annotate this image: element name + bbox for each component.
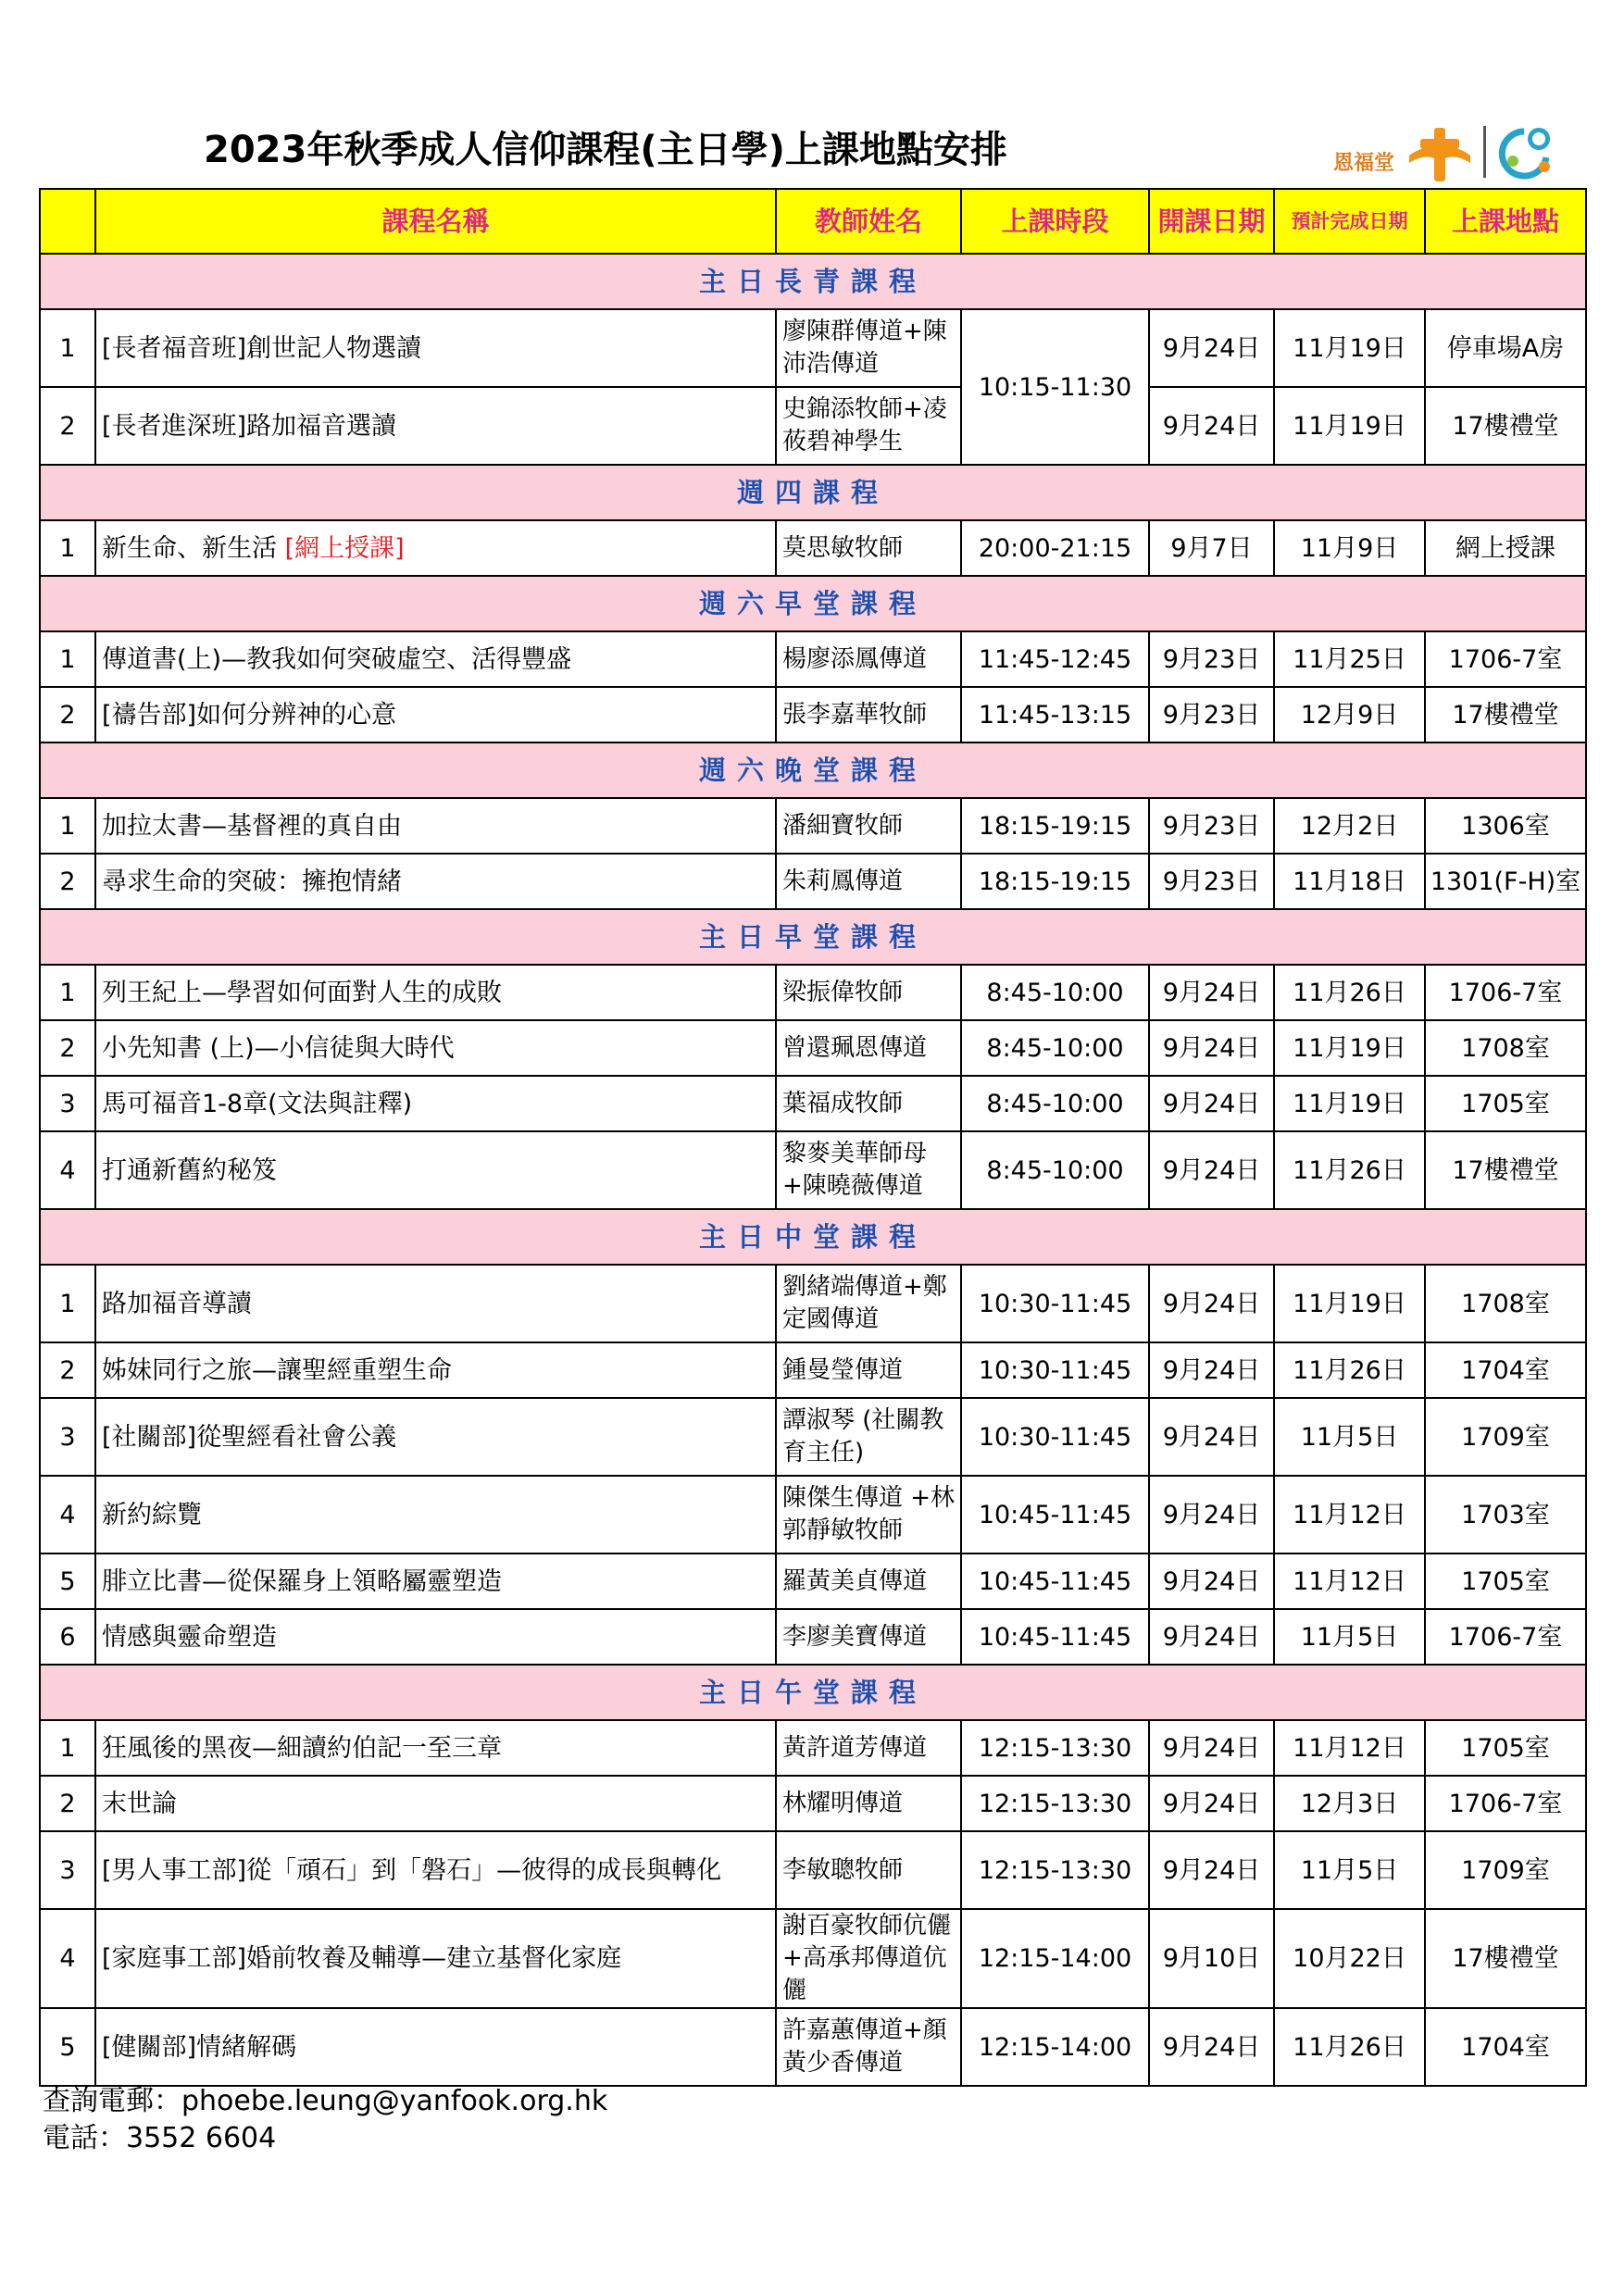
table-row bbox=[40, 1076, 1586, 1131]
course-start: 9月24日 bbox=[1149, 387, 1274, 465]
course-venue: 停車場A房 bbox=[1425, 309, 1586, 387]
course-name: [長者福音班]創世記人物選讀 bbox=[95, 309, 776, 387]
table-row bbox=[40, 1909, 1586, 2008]
section-row bbox=[40, 465, 1586, 520]
table-header-row bbox=[40, 189, 1586, 254]
header-course-name: 課程名稱 bbox=[95, 189, 776, 254]
header-end-date: 預計完成日期 bbox=[1274, 189, 1425, 254]
course-start: 9月24日 bbox=[1149, 1020, 1274, 1076]
course-venue: 1706-7室 bbox=[1425, 1609, 1586, 1665]
course-venue: 17樓禮堂 bbox=[1425, 1909, 1586, 2008]
course-name: 列王紀上—學習如何面對人生的成敗 bbox=[95, 965, 776, 1020]
course-venue: 1708室 bbox=[1425, 1265, 1586, 1342]
course-end: 11月26日 bbox=[1274, 2008, 1425, 2086]
course-start: 9月24日 bbox=[1149, 1831, 1274, 1909]
table-row bbox=[40, 2008, 1586, 2086]
course-teacher: 羅黃美貞傳道 bbox=[776, 1554, 961, 1609]
header-time: 上課時段 bbox=[961, 189, 1149, 254]
course-venue: 17樓禮堂 bbox=[1425, 387, 1586, 465]
course-start: 9月24日 bbox=[1149, 1265, 1274, 1342]
course-name: [長者進深班]路加福音選讀 bbox=[95, 387, 776, 465]
course-num: 1 bbox=[40, 1720, 95, 1776]
course-venue: 1706-7室 bbox=[1425, 1776, 1586, 1831]
course-time: 12:15-14:00 bbox=[961, 2008, 1149, 2086]
course-name: 腓立比書—從保羅身上領略屬靈塑造 bbox=[95, 1554, 776, 1609]
course-time: 10:30-11:45 bbox=[961, 1342, 1149, 1398]
course-name bbox=[95, 520, 776, 576]
course-end: 11月9日 bbox=[1274, 520, 1425, 576]
table-row bbox=[40, 1265, 1586, 1342]
section-title: 週六早堂課程 bbox=[40, 576, 1586, 631]
header-venue: 上課地點 bbox=[1425, 189, 1586, 254]
course-teacher: 李敏聰牧師 bbox=[776, 1831, 961, 1909]
course-name: 傳道書(上)—教我如何突破虛空、活得豐盛 bbox=[95, 631, 776, 687]
table-row bbox=[40, 1398, 1586, 1476]
section-row bbox=[40, 1665, 1586, 1720]
course-time: 10:45-11:45 bbox=[961, 1476, 1149, 1554]
table-row bbox=[40, 387, 1586, 465]
table-row bbox=[40, 1831, 1586, 1909]
section-title: 主日中堂課程 bbox=[40, 1209, 1586, 1265]
course-start: 9月10日 bbox=[1149, 1909, 1274, 2008]
course-name: 馬可福音1-8章(文法與註釋) bbox=[95, 1076, 776, 1131]
course-venue: 1705室 bbox=[1425, 1720, 1586, 1776]
cross-logo-icon bbox=[1407, 124, 1472, 183]
course-name: [社關部]從聖經看社會公義 bbox=[95, 1398, 776, 1476]
section-title: 主日長青課程 bbox=[40, 254, 1586, 309]
course-end: 11月5日 bbox=[1274, 1831, 1425, 1909]
table-row bbox=[40, 1776, 1586, 1831]
course-num: 2 bbox=[40, 854, 95, 909]
course-venue: 1708室 bbox=[1425, 1020, 1586, 1076]
course-teacher: 劉緒端傳道+鄭定國傳道 bbox=[776, 1265, 961, 1342]
course-num: 5 bbox=[40, 2008, 95, 2086]
course-time: 18:15-19:15 bbox=[961, 798, 1149, 854]
course-venue: 1709室 bbox=[1425, 1831, 1586, 1909]
table-row bbox=[40, 309, 1586, 387]
course-end: 11月26日 bbox=[1274, 965, 1425, 1020]
course-name: [男人事工部]從「頑石」到「磐石」—彼得的成長與轉化 bbox=[95, 1831, 776, 1909]
course-start: 9月24日 bbox=[1149, 1720, 1274, 1776]
section-title: 主日午堂課程 bbox=[40, 1665, 1586, 1720]
course-num: 6 bbox=[40, 1609, 95, 1665]
course-teacher: 朱莉鳳傳道 bbox=[776, 854, 961, 909]
table-row bbox=[40, 520, 1586, 576]
course-end: 11月18日 bbox=[1274, 854, 1425, 909]
course-num: 2 bbox=[40, 1776, 95, 1831]
course-num: 1 bbox=[40, 798, 95, 854]
course-end: 11月19日 bbox=[1274, 1020, 1425, 1076]
course-start: 9月24日 bbox=[1149, 965, 1274, 1020]
course-num: 1 bbox=[40, 309, 95, 387]
course-start: 9月7日 bbox=[1149, 520, 1274, 576]
header-num bbox=[40, 189, 95, 254]
course-venue: 1706-7室 bbox=[1425, 965, 1586, 1020]
course-num: 2 bbox=[40, 687, 95, 742]
section-row bbox=[40, 254, 1586, 309]
header-teacher: 教師姓名 bbox=[776, 189, 961, 254]
course-num: 2 bbox=[40, 1342, 95, 1398]
course-num: 1 bbox=[40, 631, 95, 687]
course-time: 8:45-10:00 bbox=[961, 1020, 1149, 1076]
course-start: 9月24日 bbox=[1149, 1342, 1274, 1398]
course-start: 9月24日 bbox=[1149, 1554, 1274, 1609]
course-time: 12:15-13:30 bbox=[961, 1831, 1149, 1909]
course-teacher: 梁振偉牧師 bbox=[776, 965, 961, 1020]
course-end: 11月12日 bbox=[1274, 1476, 1425, 1554]
course-end: 11月12日 bbox=[1274, 1720, 1425, 1776]
course-num: 3 bbox=[40, 1076, 95, 1131]
contact-email: 查詢電郵：phoebe.leung@yanfook.org.hk bbox=[43, 2085, 608, 2117]
table-row bbox=[40, 687, 1586, 742]
course-time: 8:45-10:00 bbox=[961, 965, 1149, 1020]
course-num: 1 bbox=[40, 965, 95, 1020]
course-time: 10:30-11:45 bbox=[961, 1265, 1149, 1342]
course-venue: 1705室 bbox=[1425, 1554, 1586, 1609]
course-venue: 1306室 bbox=[1425, 798, 1586, 854]
course-name: 狂風後的黑夜—細讀約伯記一至三章 bbox=[95, 1720, 776, 1776]
course-time: 8:45-10:00 bbox=[961, 1076, 1149, 1131]
course-num: 5 bbox=[40, 1554, 95, 1609]
section-title: 週六晚堂課程 bbox=[40, 742, 1586, 798]
church-logo bbox=[1333, 120, 1565, 185]
course-name: [健關部]情緒解碼 bbox=[95, 2008, 776, 2086]
course-end: 12月9日 bbox=[1274, 687, 1425, 742]
course-name: 新約綜覽 bbox=[95, 1476, 776, 1554]
course-num: 4 bbox=[40, 1476, 95, 1554]
section-row bbox=[40, 742, 1586, 798]
course-teacher: 黃許道芳傳道 bbox=[776, 1720, 961, 1776]
course-teacher: 李廖美寶傳道 bbox=[776, 1609, 961, 1665]
online-tag: [網上授課] bbox=[284, 533, 405, 563]
course-teacher: 曾還珮恩傳道 bbox=[776, 1020, 961, 1076]
course-end: 11月26日 bbox=[1274, 1342, 1425, 1398]
course-end: 11月19日 bbox=[1274, 1076, 1425, 1131]
course-venue: 1706-7室 bbox=[1425, 631, 1586, 687]
course-time: 12:15-13:30 bbox=[961, 1776, 1149, 1831]
course-name: 末世論 bbox=[95, 1776, 776, 1831]
course-time: 12:15-14:00 bbox=[961, 1909, 1149, 2008]
course-end: 11月19日 bbox=[1274, 1265, 1425, 1342]
course-time: 20:00-21:15 bbox=[961, 520, 1149, 576]
course-teacher: 莫思敏牧師 bbox=[776, 520, 961, 576]
table-row bbox=[40, 1476, 1586, 1554]
course-teacher: 張李嘉華牧師 bbox=[776, 687, 961, 742]
course-start: 9月24日 bbox=[1149, 2008, 1274, 2086]
course-end: 12月2日 bbox=[1274, 798, 1425, 854]
course-venue: 網上授課 bbox=[1425, 520, 1586, 576]
course-time: 18:15-19:15 bbox=[961, 854, 1149, 909]
course-venue: 17樓禮堂 bbox=[1425, 687, 1586, 742]
course-name-text: 新生命、新生活 bbox=[102, 533, 285, 563]
course-start: 9月24日 bbox=[1149, 309, 1274, 387]
course-time: 10:45-11:45 bbox=[961, 1609, 1149, 1665]
course-end: 11月5日 bbox=[1274, 1609, 1425, 1665]
course-start: 9月23日 bbox=[1149, 854, 1274, 909]
course-name: 小先知書 (上)—小信徒與大時代 bbox=[95, 1020, 776, 1076]
table-row bbox=[40, 1720, 1586, 1776]
course-start: 9月24日 bbox=[1149, 1476, 1274, 1554]
course-start: 9月24日 bbox=[1149, 1131, 1274, 1209]
course-num: 1 bbox=[40, 1265, 95, 1342]
course-end: 12月3日 bbox=[1274, 1776, 1425, 1831]
course-name: [禱告部]如何分辨神的心意 bbox=[95, 687, 776, 742]
course-start: 9月23日 bbox=[1149, 631, 1274, 687]
table-row bbox=[40, 798, 1586, 854]
course-num: 2 bbox=[40, 387, 95, 465]
course-schedule-table bbox=[39, 188, 1587, 2087]
section-title: 週四課程 bbox=[40, 465, 1586, 520]
course-time: 10:45-11:45 bbox=[961, 1554, 1149, 1609]
course-start: 9月24日 bbox=[1149, 1776, 1274, 1831]
course-teacher: 潘細寶牧師 bbox=[776, 798, 961, 854]
course-name: 情感與靈命塑造 bbox=[95, 1609, 776, 1665]
course-venue: 1705室 bbox=[1425, 1076, 1586, 1131]
course-start: 9月23日 bbox=[1149, 687, 1274, 742]
course-end: 11月25日 bbox=[1274, 631, 1425, 687]
course-start: 9月24日 bbox=[1149, 1076, 1274, 1131]
course-venue: 1704室 bbox=[1425, 1342, 1586, 1398]
course-time: 11:45-12:45 bbox=[961, 631, 1149, 687]
course-venue: 1704室 bbox=[1425, 2008, 1586, 2086]
contact-info bbox=[43, 2083, 607, 2157]
table-row bbox=[40, 965, 1586, 1020]
course-time: 12:15-13:30 bbox=[961, 1720, 1149, 1776]
page-title: 2023年秋季成人信仰課程(主日學)上課地點安排 bbox=[204, 129, 1007, 171]
course-end: 10月22日 bbox=[1274, 1909, 1425, 2008]
course-teacher: 譚淑琴 (社關教育主任) bbox=[776, 1398, 961, 1476]
table-row bbox=[40, 631, 1586, 687]
course-name: 加拉太書—基督裡的真自由 bbox=[95, 798, 776, 854]
course-num: 4 bbox=[40, 1909, 95, 2008]
course-end: 11月5日 bbox=[1274, 1398, 1425, 1476]
circle-logo-icon bbox=[1496, 124, 1555, 180]
course-teacher: 許嘉蕙傳道+顏黃少香傳道 bbox=[776, 2008, 961, 2086]
table-row bbox=[40, 1554, 1586, 1609]
course-time: 11:45-13:15 bbox=[961, 687, 1149, 742]
course-teacher: 謝百豪牧師伉儷+高承邦傳道伉儷 bbox=[776, 1909, 961, 2008]
course-start: 9月24日 bbox=[1149, 1609, 1274, 1665]
section-title: 主日早堂課程 bbox=[40, 909, 1586, 965]
course-teacher: 史錦添牧師+凌莜碧神學生 bbox=[776, 387, 961, 465]
section-row bbox=[40, 576, 1586, 631]
course-end: 11月26日 bbox=[1274, 1131, 1425, 1209]
table-row bbox=[40, 1342, 1586, 1398]
table-row bbox=[40, 1020, 1586, 1076]
course-name: 姊妹同行之旅—讓聖經重塑生命 bbox=[95, 1342, 776, 1398]
course-teacher: 林耀明傳道 bbox=[776, 1776, 961, 1831]
section-row bbox=[40, 1209, 1586, 1265]
course-venue: 1703室 bbox=[1425, 1476, 1586, 1554]
course-num: 3 bbox=[40, 1398, 95, 1476]
course-end: 11月19日 bbox=[1274, 387, 1425, 465]
course-teacher: 楊廖添鳳傳道 bbox=[776, 631, 961, 687]
course-time: 8:45-10:00 bbox=[961, 1131, 1149, 1209]
course-time: 10:15-11:30 bbox=[961, 309, 1149, 465]
course-end: 11月12日 bbox=[1274, 1554, 1425, 1609]
course-end: 11月19日 bbox=[1274, 309, 1425, 387]
course-start: 9月23日 bbox=[1149, 798, 1274, 854]
course-name: 打通新舊約秘笈 bbox=[95, 1131, 776, 1209]
table-row bbox=[40, 1609, 1586, 1665]
course-num: 4 bbox=[40, 1131, 95, 1209]
course-start: 9月24日 bbox=[1149, 1398, 1274, 1476]
course-name: 路加福音導讀 bbox=[95, 1265, 776, 1342]
course-num: 1 bbox=[40, 520, 95, 576]
contact-phone: 電話：3552 6604 bbox=[43, 2122, 277, 2154]
logo-divider bbox=[1483, 126, 1486, 178]
church-name: 恩福堂 bbox=[1333, 152, 1395, 175]
section-row bbox=[40, 909, 1586, 965]
course-num: 3 bbox=[40, 1831, 95, 1909]
header-start-date: 開課日期 bbox=[1149, 189, 1274, 254]
table-row bbox=[40, 1131, 1586, 1209]
course-name: 尋求生命的突破：擁抱情緒 bbox=[95, 854, 776, 909]
course-venue: 1301(F-H)室 bbox=[1425, 854, 1586, 909]
course-time: 10:30-11:45 bbox=[961, 1398, 1149, 1476]
course-teacher: 黎麥美華師母+陳曉薇傳道 bbox=[776, 1131, 961, 1209]
course-num: 2 bbox=[40, 1020, 95, 1076]
course-teacher: 鍾曼瑩傳道 bbox=[776, 1342, 961, 1398]
course-teacher: 陳傑生傳道 +林郭靜敏牧師 bbox=[776, 1476, 961, 1554]
course-teacher: 廖陳群傳道+陳沛浩傳道 bbox=[776, 309, 961, 387]
course-name: [家庭事工部]婚前牧養及輔導—建立基督化家庭 bbox=[95, 1909, 776, 2008]
course-venue: 17樓禮堂 bbox=[1425, 1131, 1586, 1209]
table-row bbox=[40, 854, 1586, 909]
course-teacher: 葉福成牧師 bbox=[776, 1076, 961, 1131]
course-venue: 1709室 bbox=[1425, 1398, 1586, 1476]
